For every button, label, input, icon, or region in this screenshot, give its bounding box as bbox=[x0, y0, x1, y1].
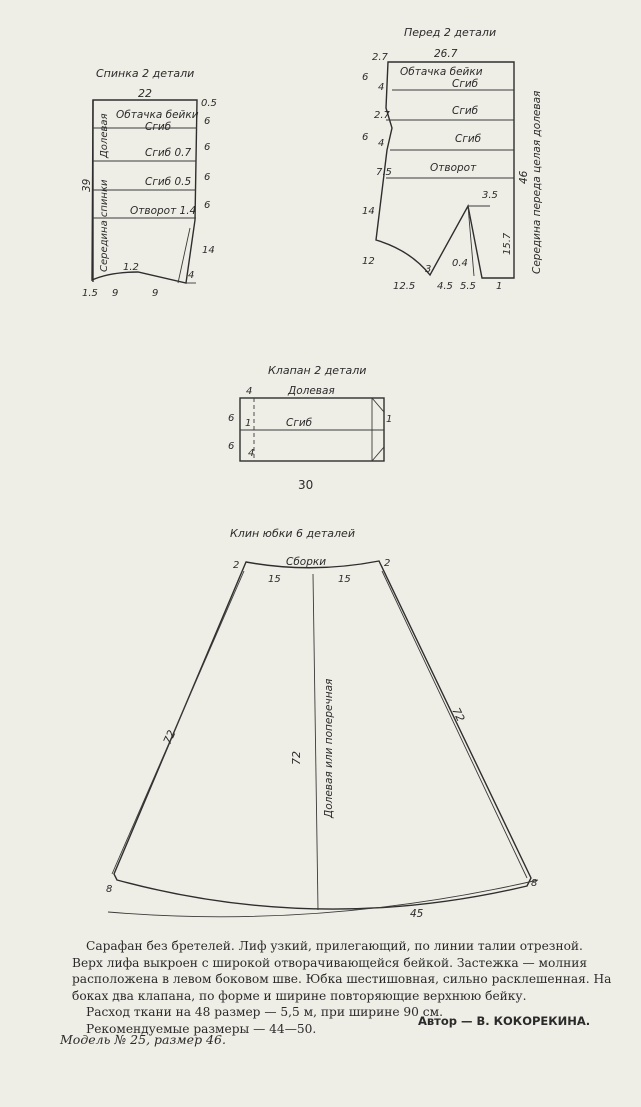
back-fold-2-label: Сгиб 0.7 bbox=[145, 147, 192, 159]
front-bottom-4: 1 bbox=[496, 281, 503, 292]
flap-piece-title: Клапан 2 детали bbox=[268, 364, 367, 377]
skirt-top-right: 15 bbox=[338, 574, 351, 585]
flap-left-2: 6 bbox=[228, 441, 235, 452]
flap-top-left: 4 bbox=[246, 386, 253, 397]
front-left-2: 4 bbox=[378, 82, 385, 93]
front-right-height: 46 bbox=[518, 170, 530, 184]
flap-width: 30 bbox=[298, 478, 314, 492]
back-right-3: 6 bbox=[204, 172, 211, 183]
front-dart-top: 3.5 bbox=[482, 190, 498, 201]
back-grain-label: Долевая bbox=[99, 113, 110, 158]
skirt-right-side: 72 bbox=[449, 705, 468, 724]
flap-right: 1 bbox=[386, 414, 393, 425]
skirt-bottom-left: 8 bbox=[106, 884, 113, 895]
front-top-width: 26.7 bbox=[434, 48, 458, 60]
back-piece-title: Спинка 2 детали bbox=[96, 67, 195, 80]
skirt-piece-title: Клин юбки 6 деталей bbox=[230, 527, 355, 540]
front-left-8: 12 bbox=[362, 256, 375, 267]
front-bottom-3: 5.5 bbox=[460, 281, 476, 292]
back-left-height: 39 bbox=[81, 178, 93, 192]
skirt-top-left: 15 bbox=[268, 574, 281, 585]
front-facing-label: Обтачка бейки bbox=[400, 66, 483, 78]
front-left-1: 6 bbox=[362, 72, 369, 83]
skirt-center-length: 72 bbox=[290, 751, 303, 765]
back-top-right: 0.5 bbox=[201, 98, 217, 109]
back-bottom-3: 9 bbox=[152, 288, 159, 299]
back-right-1: 6 bbox=[204, 116, 211, 127]
front-piece bbox=[362, 26, 543, 292]
back-right-4: 6 bbox=[204, 200, 211, 211]
front-dart-2: 0.4 bbox=[452, 258, 468, 269]
back-hem-curve: 1.2 bbox=[123, 262, 139, 273]
front-cutoff-label: Отворот bbox=[430, 162, 477, 174]
back-top-width: 22 bbox=[138, 87, 152, 100]
flap-left-1: 6 bbox=[228, 413, 235, 424]
front-right-lower: 15.7 bbox=[502, 232, 513, 255]
back-piece bbox=[81, 67, 217, 299]
front-left-3: 2.7 bbox=[374, 110, 390, 121]
front-fold-3-label: Сгиб bbox=[455, 133, 482, 145]
description-paragraph: Сарафан без бретелей. Лиф узкий, прилегающий, по линии талии отрезной. Верх лифа выкроен с широкой отворачивающейся бейкой. Застежка — молния расположена в левом боковом шве. Юбка шестишовная, сильно расклешенная. На боках два клапана, по форме и ширине повторяющие верхнюю бейку. bbox=[72, 939, 612, 1003]
front-left-7: 14 bbox=[362, 206, 375, 217]
author-credit: Автор — В. КОКОРЕКИНА. bbox=[418, 1014, 591, 1028]
flap-inner-1: 1 bbox=[245, 418, 252, 429]
flap-corner-top bbox=[372, 398, 384, 412]
skirt-right-seam bbox=[382, 571, 527, 878]
skirt-gathers-label: Сборки bbox=[286, 556, 327, 568]
front-fold-1-label: Сгиб bbox=[452, 78, 479, 90]
skirt-bottom-right: 8 bbox=[531, 878, 538, 889]
skirt-grain-label: Долевая или поперечная bbox=[323, 678, 335, 818]
skirt-corner-right: 2 bbox=[384, 558, 391, 569]
front-piece-title: Перед 2 детали bbox=[404, 26, 497, 39]
back-right-6: 4 bbox=[188, 270, 195, 281]
skirt-hem-cutline bbox=[108, 880, 538, 917]
skirt-left-side: 72 bbox=[160, 728, 179, 747]
front-left-6: 7.5 bbox=[376, 167, 392, 178]
flap-grain-label: Долевая bbox=[288, 385, 335, 397]
skirt-left-seam bbox=[112, 571, 244, 874]
front-bottom-2: 4.5 bbox=[437, 281, 453, 292]
skirt-corner-left: 2 bbox=[233, 560, 240, 571]
front-center-label: Середина переда целая долевая bbox=[531, 90, 543, 274]
back-fold-3-label: Сгиб 0.5 bbox=[145, 176, 192, 188]
front-dart-1: 3 bbox=[425, 264, 432, 275]
front-dart-line bbox=[468, 206, 474, 276]
back-right-5: 14 bbox=[202, 245, 215, 256]
fabric-consumption: Расход ткани на 48 размер — 5,5 м, при ширине 90 см. bbox=[86, 1005, 443, 1019]
back-bottom-2: 9 bbox=[112, 288, 119, 299]
skirt-center-line bbox=[313, 574, 318, 910]
back-center-label: Середина спинки bbox=[99, 179, 110, 272]
flap-fold-label: Сгиб bbox=[286, 417, 313, 429]
flap-outline bbox=[240, 398, 384, 461]
back-facing-label: Обтачка бейки bbox=[116, 109, 199, 121]
flap-corner-bottom bbox=[372, 447, 384, 461]
front-bottom-1: 12.5 bbox=[393, 281, 416, 292]
model-caption: Модель № 25, размер 46. bbox=[60, 1032, 226, 1047]
flap-piece bbox=[228, 364, 392, 492]
flap-inner-2: 4 bbox=[248, 448, 255, 459]
recommended-sizes: Рекомендуемые размеры — 44—50. bbox=[86, 1021, 317, 1036]
front-left-4: 6 bbox=[362, 132, 369, 143]
back-bottom-1: 1.5 bbox=[82, 288, 98, 299]
back-right-2: 6 bbox=[204, 142, 211, 153]
skirt-piece bbox=[106, 527, 538, 920]
front-fold-2-label: Сгиб bbox=[452, 105, 479, 117]
skirt-bottom-width: 45 bbox=[410, 908, 424, 920]
front-top-left: 2.7 bbox=[372, 52, 388, 63]
back-fold-1-label: Сгиб bbox=[145, 121, 172, 133]
front-left-5: 4 bbox=[378, 138, 385, 149]
back-cutoff-label: Отворот 1.4 bbox=[130, 205, 197, 217]
